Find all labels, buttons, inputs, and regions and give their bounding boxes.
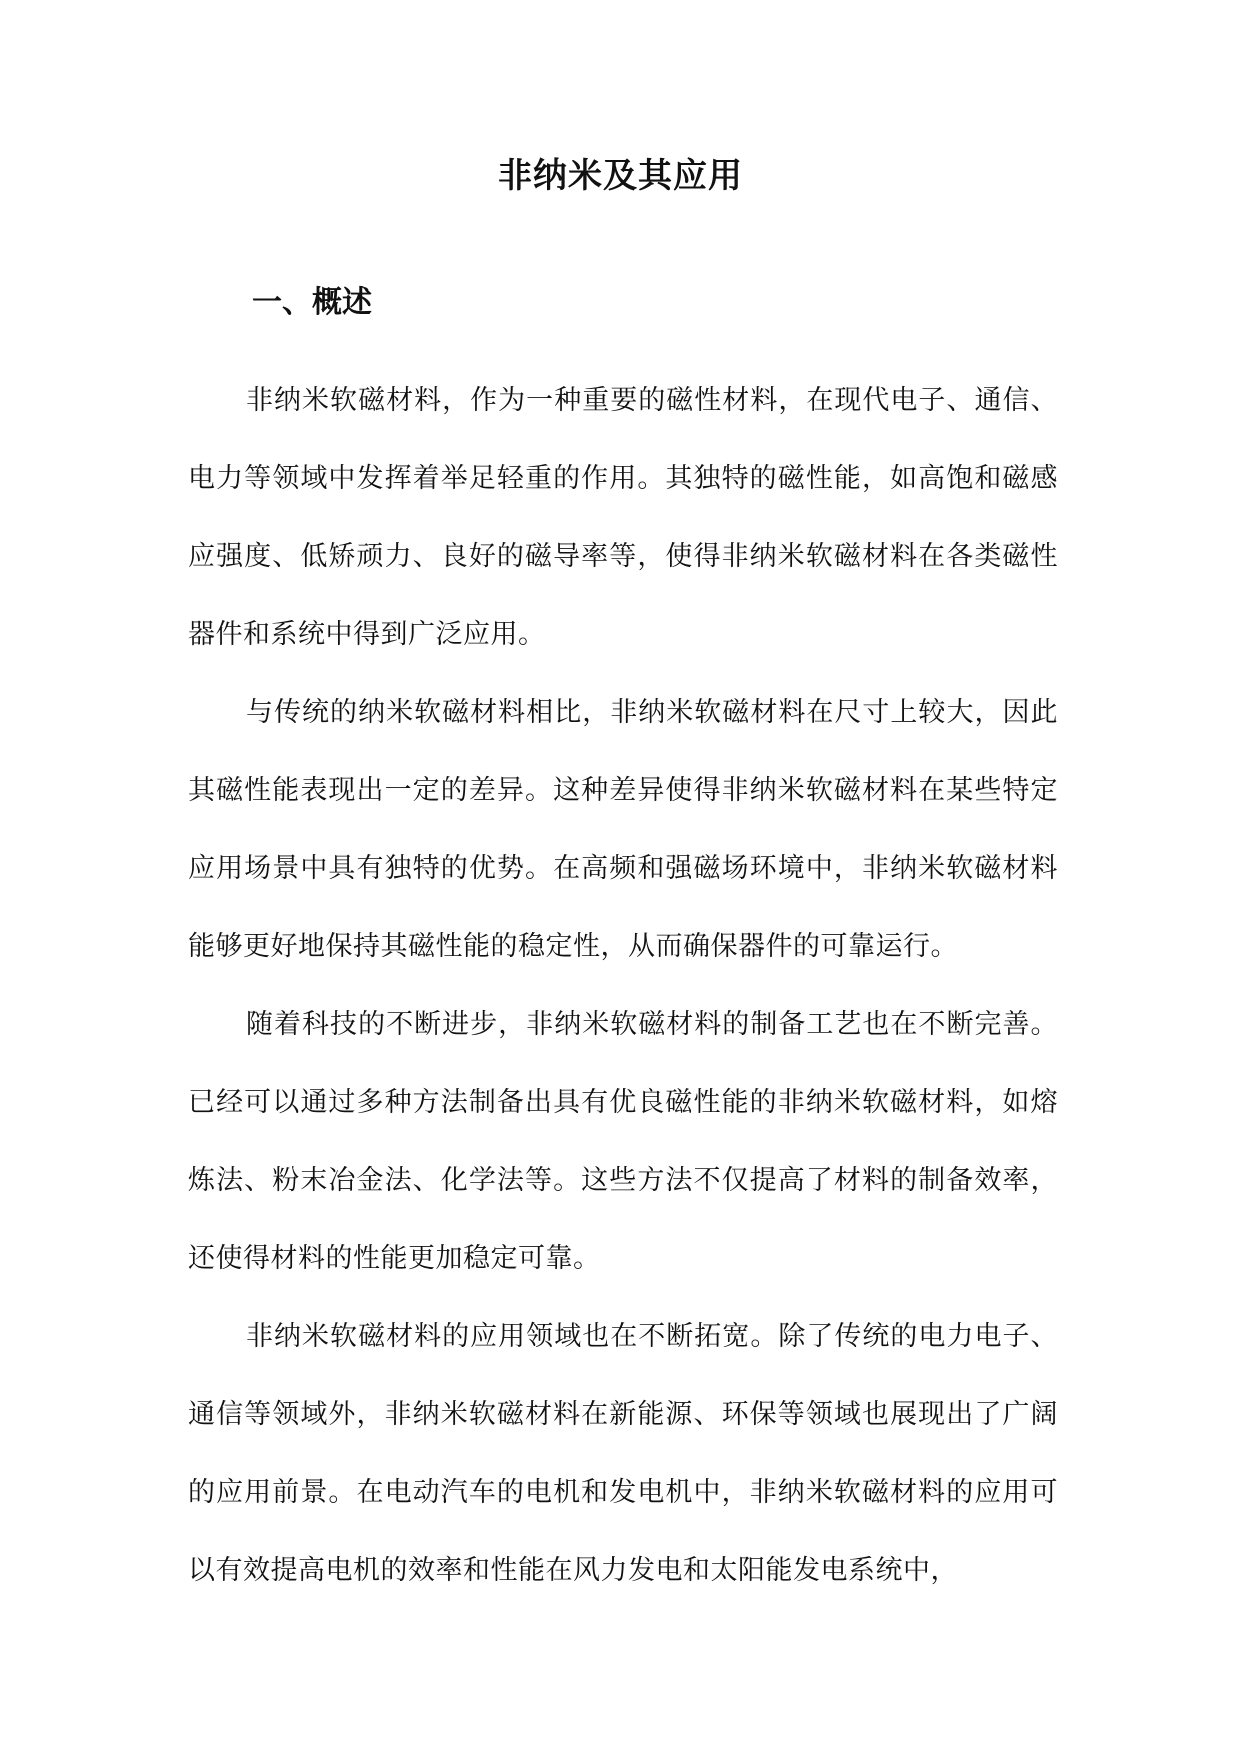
paragraph: 与传统的纳米软磁材料相比，非纳米软磁材料在尺寸上较大，因此其磁性能表现出一定的差异。这种差异使得非纳米软磁材料在某些特定应用场景中具有独特的优势。在高频和强磁场环境中，非纳米软磁材料能够更好地保持其磁性能的稳定性，从而确保器件的可靠运行。 [188, 697, 1058, 962]
section-heading: 一、概述 [252, 285, 372, 320]
body-text [188, 362, 1058, 1610]
paragraph: 非纳米软磁材料，作为一种重要的磁性材料，在现代电子、通信、电力等领域中发挥着举足轻重的作用。其独特的磁性能，如高饱和磁感应强度、低矫顽力、良好的磁导率等，使得非纳米软磁材料在各类磁性器件和系统中得到广泛应用。 [188, 385, 1058, 650]
paragraph: 非纳米软磁材料的应用领域也在不断拓宽。除了传统的电力电子、通信等领域外，非纳米软磁材料在新能源、环保等领域也展现出了广阔的应用前景。在电动汽车的电机和发电机中，非纳米软磁材料的应用可以有效提高电机的效率和性能在风力发电和太阳能发电系统中， [188, 1321, 1058, 1586]
document-title: 非纳米及其应用 [498, 156, 743, 196]
paragraph: 随着科技的不断进步，非纳米软磁材料的制备工艺也在不断完善。已经可以通过多种方法制备出具有优良磁性能的非纳米软磁材料，如熔炼法、粉末冶金法、化学法等。这些方法不仅提高了材料的制备效率，还使得材料的性能更加稳定可靠。 [188, 1009, 1058, 1274]
